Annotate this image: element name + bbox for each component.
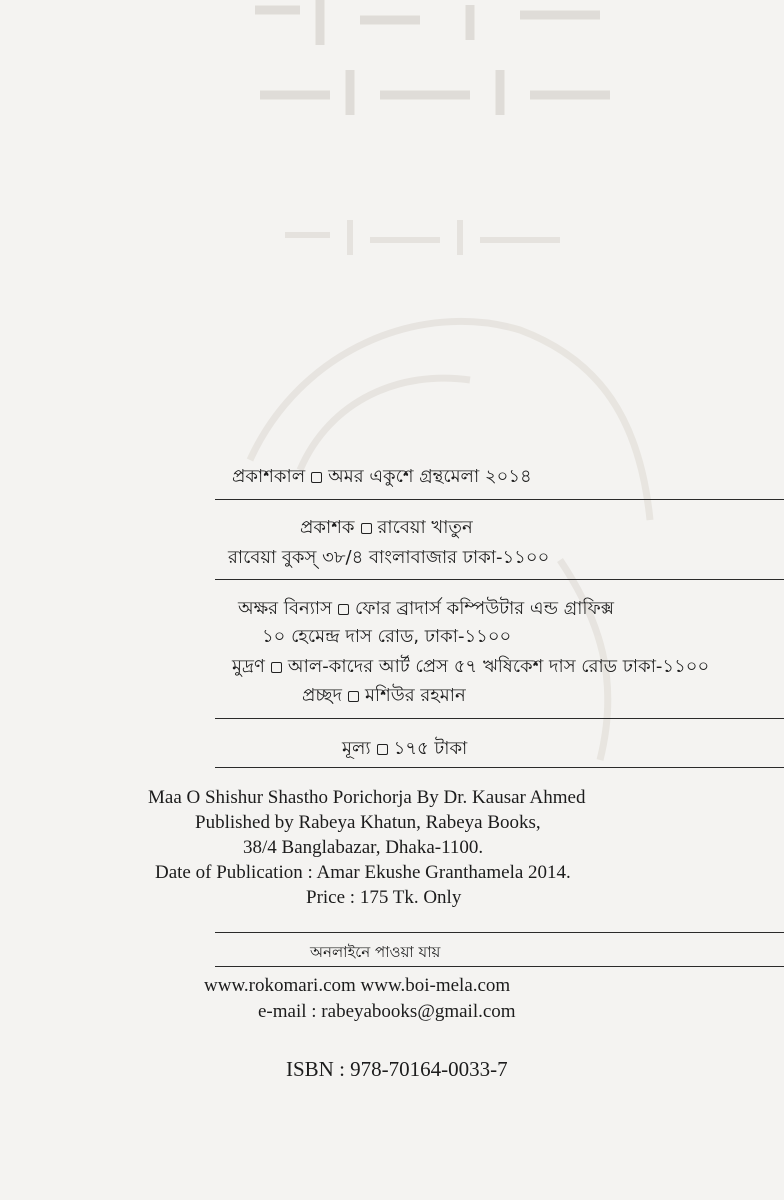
isbn: ISBN : 978-70164-0033-7 <box>286 1057 508 1081</box>
typesetting-value: ফোর ব্রাদার্স কম্পিউটার এন্ড গ্রাফিক্স <box>355 598 614 619</box>
printing-value: আল-কাদের আর্ট প্রেস ৫৭ ঋষিকেশ দাস রোড ঢাকা-১১০০ <box>287 656 710 677</box>
separator-box-icon <box>377 744 388 755</box>
english-address-line: 38/4 Banglabazar, Dhaka-1100. <box>243 837 484 858</box>
cover-line <box>302 681 466 712</box>
typesetting-line <box>238 594 614 625</box>
english-title-line: Maa O Shishur Shastho Porichorja By Dr. Kausar Ahmed <box>148 787 586 808</box>
divider <box>215 499 784 500</box>
separator-box-icon <box>311 472 322 483</box>
divider <box>215 767 784 768</box>
divider <box>215 579 784 580</box>
websites-line: www.rokomari.com www.boi-mela.com <box>204 975 511 996</box>
publication-label: প্রকাশকাল <box>232 466 306 487</box>
english-date-line: Date of Publication : Amar Ekushe Granthamela 2014. <box>155 862 571 883</box>
separator-box-icon <box>338 604 349 615</box>
price-line <box>342 734 467 765</box>
divider <box>215 932 784 933</box>
separator-box-icon <box>271 662 282 673</box>
online-heading: অনলাইনে পাওয়া যায় <box>310 943 441 961</box>
separator-box-icon <box>361 523 372 534</box>
printing-label: মুদ্রণ <box>232 656 265 677</box>
email-line: e-mail : rabeyabooks@gmail.com <box>258 1001 516 1022</box>
english-publisher-line: Published by Rabeya Khatun, Rabeya Books, <box>195 812 541 833</box>
price-label: মূল্য <box>342 738 371 759</box>
cover-label: প্রচ্ছদ <box>302 685 342 706</box>
separator-box-icon <box>348 691 359 702</box>
divider <box>215 966 784 967</box>
typesetting-label: অক্ষর বিন্যাস <box>238 598 333 619</box>
publisher-label: প্রকাশক <box>300 517 355 538</box>
english-price-line: Price : 175 Tk. Only <box>306 887 462 908</box>
publisher-value: রাবেয়া খাতুন <box>377 517 473 538</box>
publisher-address: রাবেয়া বুকস্ ৩৮/৪ বাংলাবাজার ঢাকা-১১০০ <box>228 547 550 568</box>
printing-line <box>232 652 709 683</box>
publication-line <box>232 462 532 493</box>
publication-value: অমর একুশে গ্রন্থমেলা ২০১৪ <box>328 466 532 487</box>
cover-value: মশিউর রহমান <box>364 685 466 706</box>
typesetting-address: ১০ হেমেন্দ্র দাস রোড, ঢাকা-১১০০ <box>262 626 512 647</box>
divider <box>215 718 784 719</box>
price-value: ১৭৫ টাকা <box>393 738 468 759</box>
publisher-line <box>300 513 473 544</box>
